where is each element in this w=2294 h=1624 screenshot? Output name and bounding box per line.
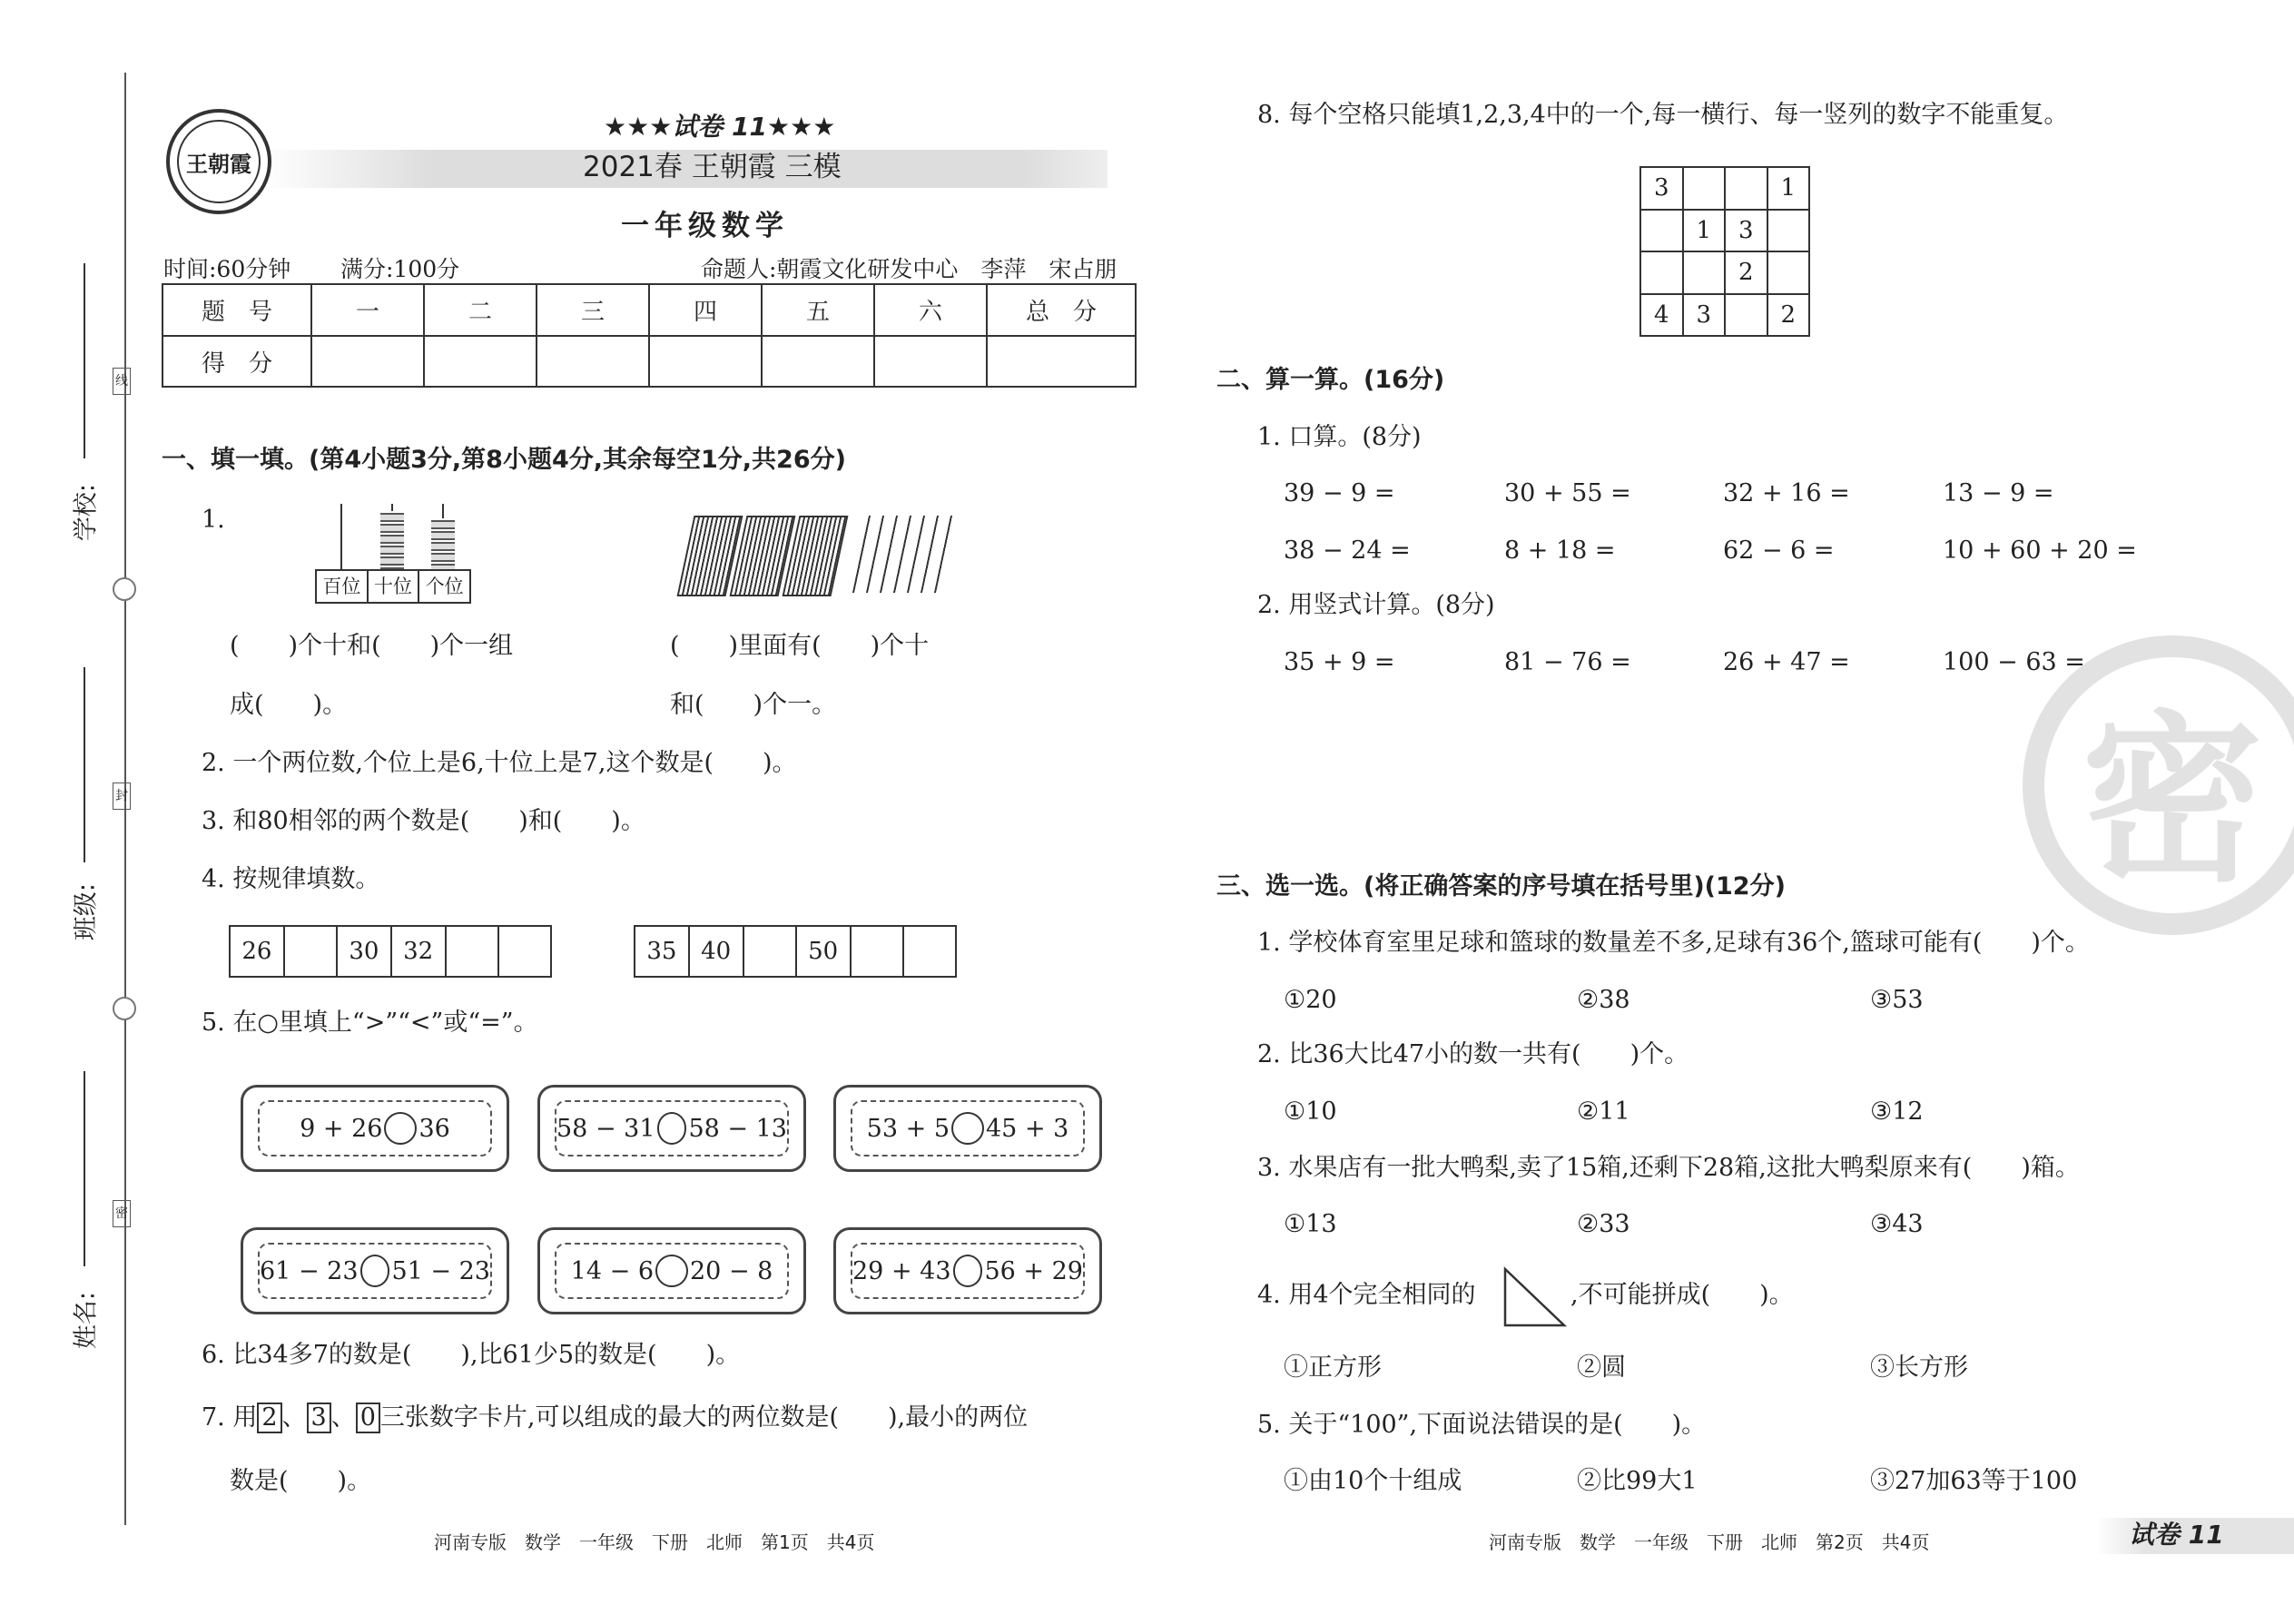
name-label: 姓名: xyxy=(72,1291,101,1350)
compare-right: 36 xyxy=(418,1114,450,1143)
logo-text: 王朝霞 xyxy=(177,120,261,203)
score-input[interactable] xyxy=(762,336,874,387)
q5-text: 5. 在○里填上“>”“<”或“=”。 xyxy=(202,1009,538,1037)
score-header-cell: 五 xyxy=(762,284,874,336)
time-info: 时间:60分钟 xyxy=(163,256,291,282)
q3-text[interactable]: 3. 和80相邻的两个数是( )和( )。 xyxy=(202,807,645,835)
grid-blank[interactable] xyxy=(1767,251,1810,294)
compare-circle[interactable] xyxy=(384,1112,417,1145)
compare-right: 45 + 3 xyxy=(986,1114,1069,1143)
compare-card xyxy=(241,1227,509,1314)
grid-cell: 2 xyxy=(1767,294,1810,337)
compare-right: 20 − 8 xyxy=(690,1256,773,1285)
q2-text[interactable]: 2. 一个两位数,个位上是6,十位上是7,这个数是( )。 xyxy=(202,749,797,777)
score-row-label: 得 分 xyxy=(162,336,311,387)
seq-cell: 50 xyxy=(796,926,851,977)
grid-cell: 3 xyxy=(1683,294,1726,337)
choice-option[interactable]: ②比99大1 xyxy=(1577,1467,1698,1495)
compare-left: 9 + 26 xyxy=(300,1114,383,1143)
q4-text: 4. 按规律填数。 xyxy=(202,865,380,893)
compare-left: 14 − 6 xyxy=(570,1256,654,1285)
choice-option[interactable]: ①13 xyxy=(1284,1210,1337,1238)
logo-seal xyxy=(166,109,271,214)
score-input[interactable] xyxy=(874,336,987,387)
compare-card xyxy=(833,1227,1102,1314)
choice-option[interactable]: ③53 xyxy=(1870,986,1924,1014)
score-header-cell: 二 xyxy=(424,284,537,336)
mi-mark: 密 xyxy=(113,1200,131,1227)
seq-cell: 30 xyxy=(337,926,391,977)
choice-option[interactable]: ②33 xyxy=(1577,1210,1630,1238)
score-input[interactable] xyxy=(537,336,649,387)
choice-option[interactable]: ①由10个十组成 xyxy=(1284,1467,1462,1495)
seq-cell: 26 xyxy=(230,926,284,977)
stick-bundles-illustration xyxy=(685,516,949,597)
watermark-char: 密 xyxy=(2081,694,2263,907)
vertical-item[interactable]: 100 − 63 = xyxy=(1943,648,2085,676)
xian-mark: 线 xyxy=(113,368,131,395)
choice-option[interactable]: ③43 xyxy=(1870,1210,1924,1238)
margin-ornament-1 xyxy=(113,577,136,601)
section2-title: 二、算一算。(16分) xyxy=(1216,366,1445,394)
oral-item[interactable]: 13 − 9 = xyxy=(1943,479,2054,507)
abacus-label: 个位 xyxy=(425,576,464,597)
subject-title: 一年级数学 xyxy=(621,210,789,242)
grid-cell: 3 xyxy=(1725,210,1767,252)
oral-item[interactable]: 32 + 16 = xyxy=(1723,479,1850,507)
choice-option[interactable]: ①20 xyxy=(1284,986,1337,1014)
oral-item[interactable]: 62 − 6 = xyxy=(1723,536,1835,565)
school-field[interactable] xyxy=(65,263,102,545)
section3-title: 三、选一选。(将正确答案的序号填在括号里)(12分) xyxy=(1216,872,1786,901)
score-input[interactable] xyxy=(311,336,424,387)
oral-item[interactable]: 38 − 24 = xyxy=(1284,536,1411,565)
abacus-label: 十位 xyxy=(369,571,420,602)
number-grid xyxy=(1639,166,1810,337)
score-table xyxy=(162,283,1137,388)
compare-left: 58 − 31 xyxy=(556,1114,655,1143)
oral-item[interactable]: 8 + 18 = xyxy=(1504,536,1616,565)
grid-blank[interactable] xyxy=(1767,210,1810,252)
score-header-cell: 三 xyxy=(537,284,649,336)
compare-circle[interactable] xyxy=(657,1112,687,1145)
grid-blank[interactable] xyxy=(1683,167,1726,210)
series-label: ★★★试卷 11★★★ xyxy=(604,112,836,142)
digit-card: 0 xyxy=(356,1403,380,1433)
choice-option[interactable]: ③长方形 xyxy=(1870,1353,1968,1382)
name-field[interactable] xyxy=(65,1071,102,1353)
score-input[interactable] xyxy=(649,336,762,387)
vertical-item[interactable]: 26 + 47 = xyxy=(1723,648,1850,676)
section1-title: 一、填一填。(第4小题3分,第8小题4分,其余每空1分,共26分) xyxy=(162,446,846,474)
choice-option[interactable]: ②11 xyxy=(1577,1097,1630,1126)
q7-prefix: 7. 用 xyxy=(202,1403,258,1432)
compare-circle[interactable] xyxy=(951,1112,984,1145)
seq-blank[interactable] xyxy=(446,926,498,977)
grid-blank[interactable] xyxy=(1683,251,1726,294)
sequence-boxes-1 xyxy=(229,925,552,978)
grid-cell: 1 xyxy=(1683,210,1726,252)
seq-blank[interactable] xyxy=(498,926,551,977)
feng-mark: 封 xyxy=(113,782,131,810)
oral-item[interactable]: 39 − 9 = xyxy=(1284,479,1395,507)
seq-blank[interactable] xyxy=(903,926,956,977)
choice-q4-prefix: 4. 用4个完全相同的 xyxy=(1257,1281,1476,1309)
choice-option[interactable]: ①10 xyxy=(1284,1097,1337,1126)
authors-info: 命题人:朝霞文化研发中心 李萍 宋占朋 xyxy=(701,256,1117,282)
seq-blank[interactable] xyxy=(284,926,337,977)
compare-right: 51 − 23 xyxy=(391,1256,490,1285)
vertical-item[interactable]: 81 − 76 = xyxy=(1504,648,1631,676)
footer-tag: 试卷 11 xyxy=(2129,1520,2224,1550)
choice-option[interactable]: ③12 xyxy=(1870,1097,1924,1126)
compare-circle[interactable] xyxy=(953,1255,983,1287)
exam-title: 2021春 王朝霞 三模 xyxy=(583,151,842,183)
q1-answer-b-line2[interactable]: 和( )个一。 xyxy=(670,691,837,719)
triangle-icon xyxy=(1502,1266,1568,1330)
q7-line1[interactable] xyxy=(202,1403,1028,1433)
margin-ornament-2 xyxy=(113,997,136,1020)
q7-separator: 、 xyxy=(330,1403,356,1432)
digit-card: 2 xyxy=(257,1403,281,1433)
compare-card xyxy=(537,1227,806,1314)
compare-left: 53 + 5 xyxy=(866,1114,950,1143)
oral-item[interactable]: 30 + 55 = xyxy=(1504,479,1631,507)
score-header-cell: 六 xyxy=(874,284,987,336)
seq-cell: 40 xyxy=(689,926,743,977)
abacus xyxy=(315,504,469,602)
score-header-cell: 一 xyxy=(311,284,424,336)
grid-cell: 1 xyxy=(1767,167,1810,210)
footer-right: 河南专版 数学 一年级 下册 北师 第2页 共4页 xyxy=(1489,1531,1930,1553)
choice-q2[interactable]: 2. 比36大比47小的数一共有( )个。 xyxy=(1257,1040,1689,1068)
choice-q4-suffix[interactable]: ,不可能拼成( )。 xyxy=(1570,1281,1794,1309)
compare-left: 61 − 23 xyxy=(260,1256,359,1285)
compare-circle[interactable] xyxy=(655,1255,688,1287)
vertical-calc-title: 2. 用竖式计算。(8分) xyxy=(1257,591,1495,619)
seq-blank[interactable] xyxy=(851,926,903,977)
school-label: 学校: xyxy=(72,483,101,542)
class-label: 班级: xyxy=(72,882,101,941)
score-input[interactable] xyxy=(987,336,1136,387)
secret-watermark xyxy=(2023,635,2294,935)
oral-item[interactable]: 10 + 60 + 20 = xyxy=(1943,536,2137,565)
seq-cell: 32 xyxy=(391,926,446,977)
choice-option[interactable]: ③27加63等于100 xyxy=(1870,1467,2078,1495)
q7-separator: 、 xyxy=(281,1403,307,1432)
compare-left: 29 + 43 xyxy=(852,1256,951,1285)
compare-card xyxy=(241,1085,509,1172)
compare-card xyxy=(833,1085,1102,1172)
q7-line2[interactable]: 数是( )。 xyxy=(230,1467,372,1495)
choice-q5[interactable]: 5. 关于“100”,下面说法错误的是( )。 xyxy=(1257,1411,1707,1439)
grid-cell: 4 xyxy=(1640,294,1683,337)
seq-blank[interactable] xyxy=(743,926,796,977)
q6-text[interactable]: 6. 比34多7的数是( ),比61少5的数是( )。 xyxy=(202,1341,741,1369)
full-score-info: 满分:100分 xyxy=(340,256,460,282)
compare-right: 56 + 29 xyxy=(984,1256,1083,1285)
seq-cell: 35 xyxy=(635,926,689,977)
choice-option[interactable]: ①正方形 xyxy=(1284,1353,1382,1382)
vertical-item[interactable]: 35 + 9 = xyxy=(1284,648,1395,676)
footer-left: 河南专版 数学 一年级 下册 北师 第1页 共4页 xyxy=(434,1531,875,1553)
choice-option[interactable]: ②圆 xyxy=(1577,1353,1626,1382)
q1-answer-a-line2[interactable]: 成( )。 xyxy=(230,691,348,719)
oral-calc-title: 1. 口算。(8分) xyxy=(1257,423,1422,451)
grid-blank[interactable] xyxy=(1725,167,1767,210)
abacus-label: 百位 xyxy=(317,571,369,602)
choice-q1[interactable]: 1. 学校体育室里足球和篮球的数量差不多,足球有36个,篮球可能有( )个。 xyxy=(1257,929,2090,957)
class-field[interactable] xyxy=(65,667,102,949)
q8-text: 8. 每个空格只能填1,2,3,4中的一个,每一横行、每一竖列的数字不能重复。 xyxy=(1257,101,2069,129)
q1-answer-a-line1[interactable]: ( )个十和( )个一组 xyxy=(230,632,514,660)
grid-blank[interactable] xyxy=(1640,251,1683,294)
q1-number: 1. xyxy=(202,506,225,534)
grid-blank[interactable] xyxy=(1640,210,1683,252)
choice-option[interactable]: ②38 xyxy=(1577,986,1630,1014)
compare-card xyxy=(537,1085,806,1172)
compare-circle[interactable] xyxy=(360,1255,390,1287)
digit-card: 3 xyxy=(307,1403,331,1433)
score-header-cell: 题 号 xyxy=(162,284,311,336)
q1-answer-b-line1[interactable]: ( )里面有( )个十 xyxy=(670,632,930,660)
sequence-boxes-2 xyxy=(634,925,957,978)
score-input[interactable] xyxy=(424,336,537,387)
score-header-cell: 四 xyxy=(649,284,762,336)
grid-blank[interactable] xyxy=(1725,294,1767,337)
compare-right: 58 − 13 xyxy=(688,1114,787,1143)
q7-suffix: 三张数字卡片,可以组成的最大的两位数是( ),最小的两位 xyxy=(379,1403,1029,1432)
grid-cell: 3 xyxy=(1640,167,1683,210)
choice-q3[interactable]: 3. 水果店有一批大鸭梨,卖了15箱,还剩下28箱,这批大鸭梨原来有( )箱。 xyxy=(1257,1154,2080,1182)
score-header-cell: 总 分 xyxy=(987,284,1136,336)
grid-cell: 2 xyxy=(1725,251,1767,294)
